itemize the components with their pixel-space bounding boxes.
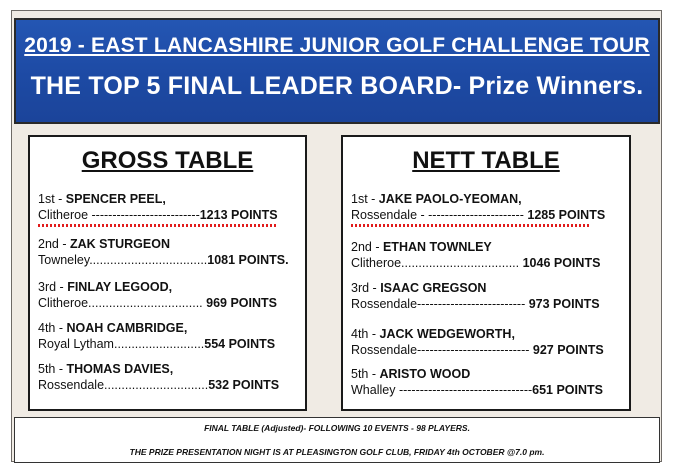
club-name: Rossendale	[351, 297, 418, 311]
club-name: Clitheroe	[38, 208, 92, 222]
leader-dots: ..........................	[113, 337, 205, 351]
club-name: Rossendale	[38, 378, 105, 392]
position: 4th -	[38, 321, 67, 335]
club-name: Towneley	[38, 253, 90, 267]
position: 4th -	[351, 327, 380, 341]
leader-dots: ---------------------------	[417, 343, 530, 357]
club-name: Clitheroe	[351, 256, 402, 270]
leaderboard-title: THE TOP 5 FINAL LEADER BOARD- Prize Winners.	[30, 72, 644, 100]
position: 3rd -	[38, 280, 68, 294]
club-name: Royal Lytham	[38, 337, 114, 351]
points: 927 POINTS	[529, 343, 604, 357]
leader-dots: - -----------------------	[420, 208, 524, 222]
position: 1st -	[38, 192, 66, 206]
player-name: ISAAC GREGSON	[380, 281, 487, 295]
nett-entry	[351, 366, 625, 398]
points: 1081 POINTS.	[207, 253, 289, 267]
gross-entry	[38, 191, 301, 227]
club-name: Clitheroe	[38, 296, 89, 310]
final-table-note: FINAL TABLE (Adjusted)- FOLLOWING 10 EVENTS - 98 PLAYERS.	[204, 423, 470, 433]
player-name: NOAH CAMBRIDGE,	[66, 321, 188, 335]
player-name: SPENCER PEEL,	[65, 192, 166, 206]
leader-dots: --------------------------------	[398, 383, 533, 397]
gross-entry-town-line	[38, 207, 301, 223]
points: 651 POINTS	[532, 383, 604, 397]
gross-table-heading: GROSS TABLE	[81, 147, 254, 174]
nett-entry	[351, 280, 625, 312]
title-banner	[14, 18, 660, 124]
player-name: ZAK STURGEON	[69, 237, 170, 251]
points: 532 POINTS	[208, 378, 280, 392]
points: 969 POINTS	[202, 296, 277, 310]
position: 2nd -	[351, 240, 383, 254]
nett-entry	[351, 239, 625, 271]
position: 5th -	[351, 367, 380, 381]
points: 1213 POINTS	[199, 208, 278, 222]
player-name: JAKE PAOLO-YEOMAN,	[378, 192, 522, 206]
club-name: Whalley	[351, 383, 399, 397]
nett-entry	[351, 326, 625, 358]
presentation-night-note: THE PRIZE PRESENTATION NIGHT IS AT PLEASINGTON GOLF CLUB, FRIDAY 4th OCTOBER @7.0 pm.	[129, 447, 545, 457]
points: 973 POINTS	[525, 297, 600, 311]
gross-entry-name-line	[38, 191, 301, 207]
leader-dots: .................................	[88, 296, 203, 310]
leader-dots: ..................................	[401, 256, 520, 270]
red-underline-decoration	[351, 224, 589, 227]
gross-entry	[38, 361, 301, 393]
red-underline-decoration	[38, 224, 276, 227]
position: 1st -	[351, 192, 379, 206]
position: 2nd -	[38, 237, 70, 251]
gross-entry	[38, 236, 301, 268]
points: 1046 POINTS	[519, 256, 601, 270]
player-name: ETHAN TOWNLEY	[382, 240, 492, 254]
gross-entry	[38, 320, 301, 352]
gross-table	[28, 135, 307, 411]
club-name: Rossendale	[351, 208, 421, 222]
leader-dots: ..............................	[104, 378, 209, 392]
nett-table	[341, 135, 631, 411]
position: 5th -	[38, 362, 67, 376]
player-name: JACK WEDGEWORTH,	[379, 327, 515, 341]
position: 3rd -	[351, 281, 381, 295]
gross-entry	[38, 279, 301, 311]
player-name: ARISTO WOOD	[379, 367, 471, 381]
nett-entry	[351, 191, 625, 227]
points: 1285 POINTS	[523, 208, 606, 222]
player-name: THOMAS DAVIES,	[66, 362, 174, 376]
nett-table-heading: NETT TABLE	[412, 147, 560, 174]
player-name: FINLAY LEGOOD,	[67, 280, 173, 294]
club-name: Rossendale	[351, 343, 418, 357]
leader-dots: ..................................	[89, 253, 208, 267]
tour-title: 2019 - EAST LANCASHIRE JUNIOR GOLF CHALLENGE TOUR	[24, 34, 650, 57]
leader-dots: --------------------------	[417, 297, 526, 311]
footer-notes	[14, 417, 660, 463]
leader-dots: --------------------------	[91, 208, 200, 222]
points: 554 POINTS	[204, 337, 276, 351]
